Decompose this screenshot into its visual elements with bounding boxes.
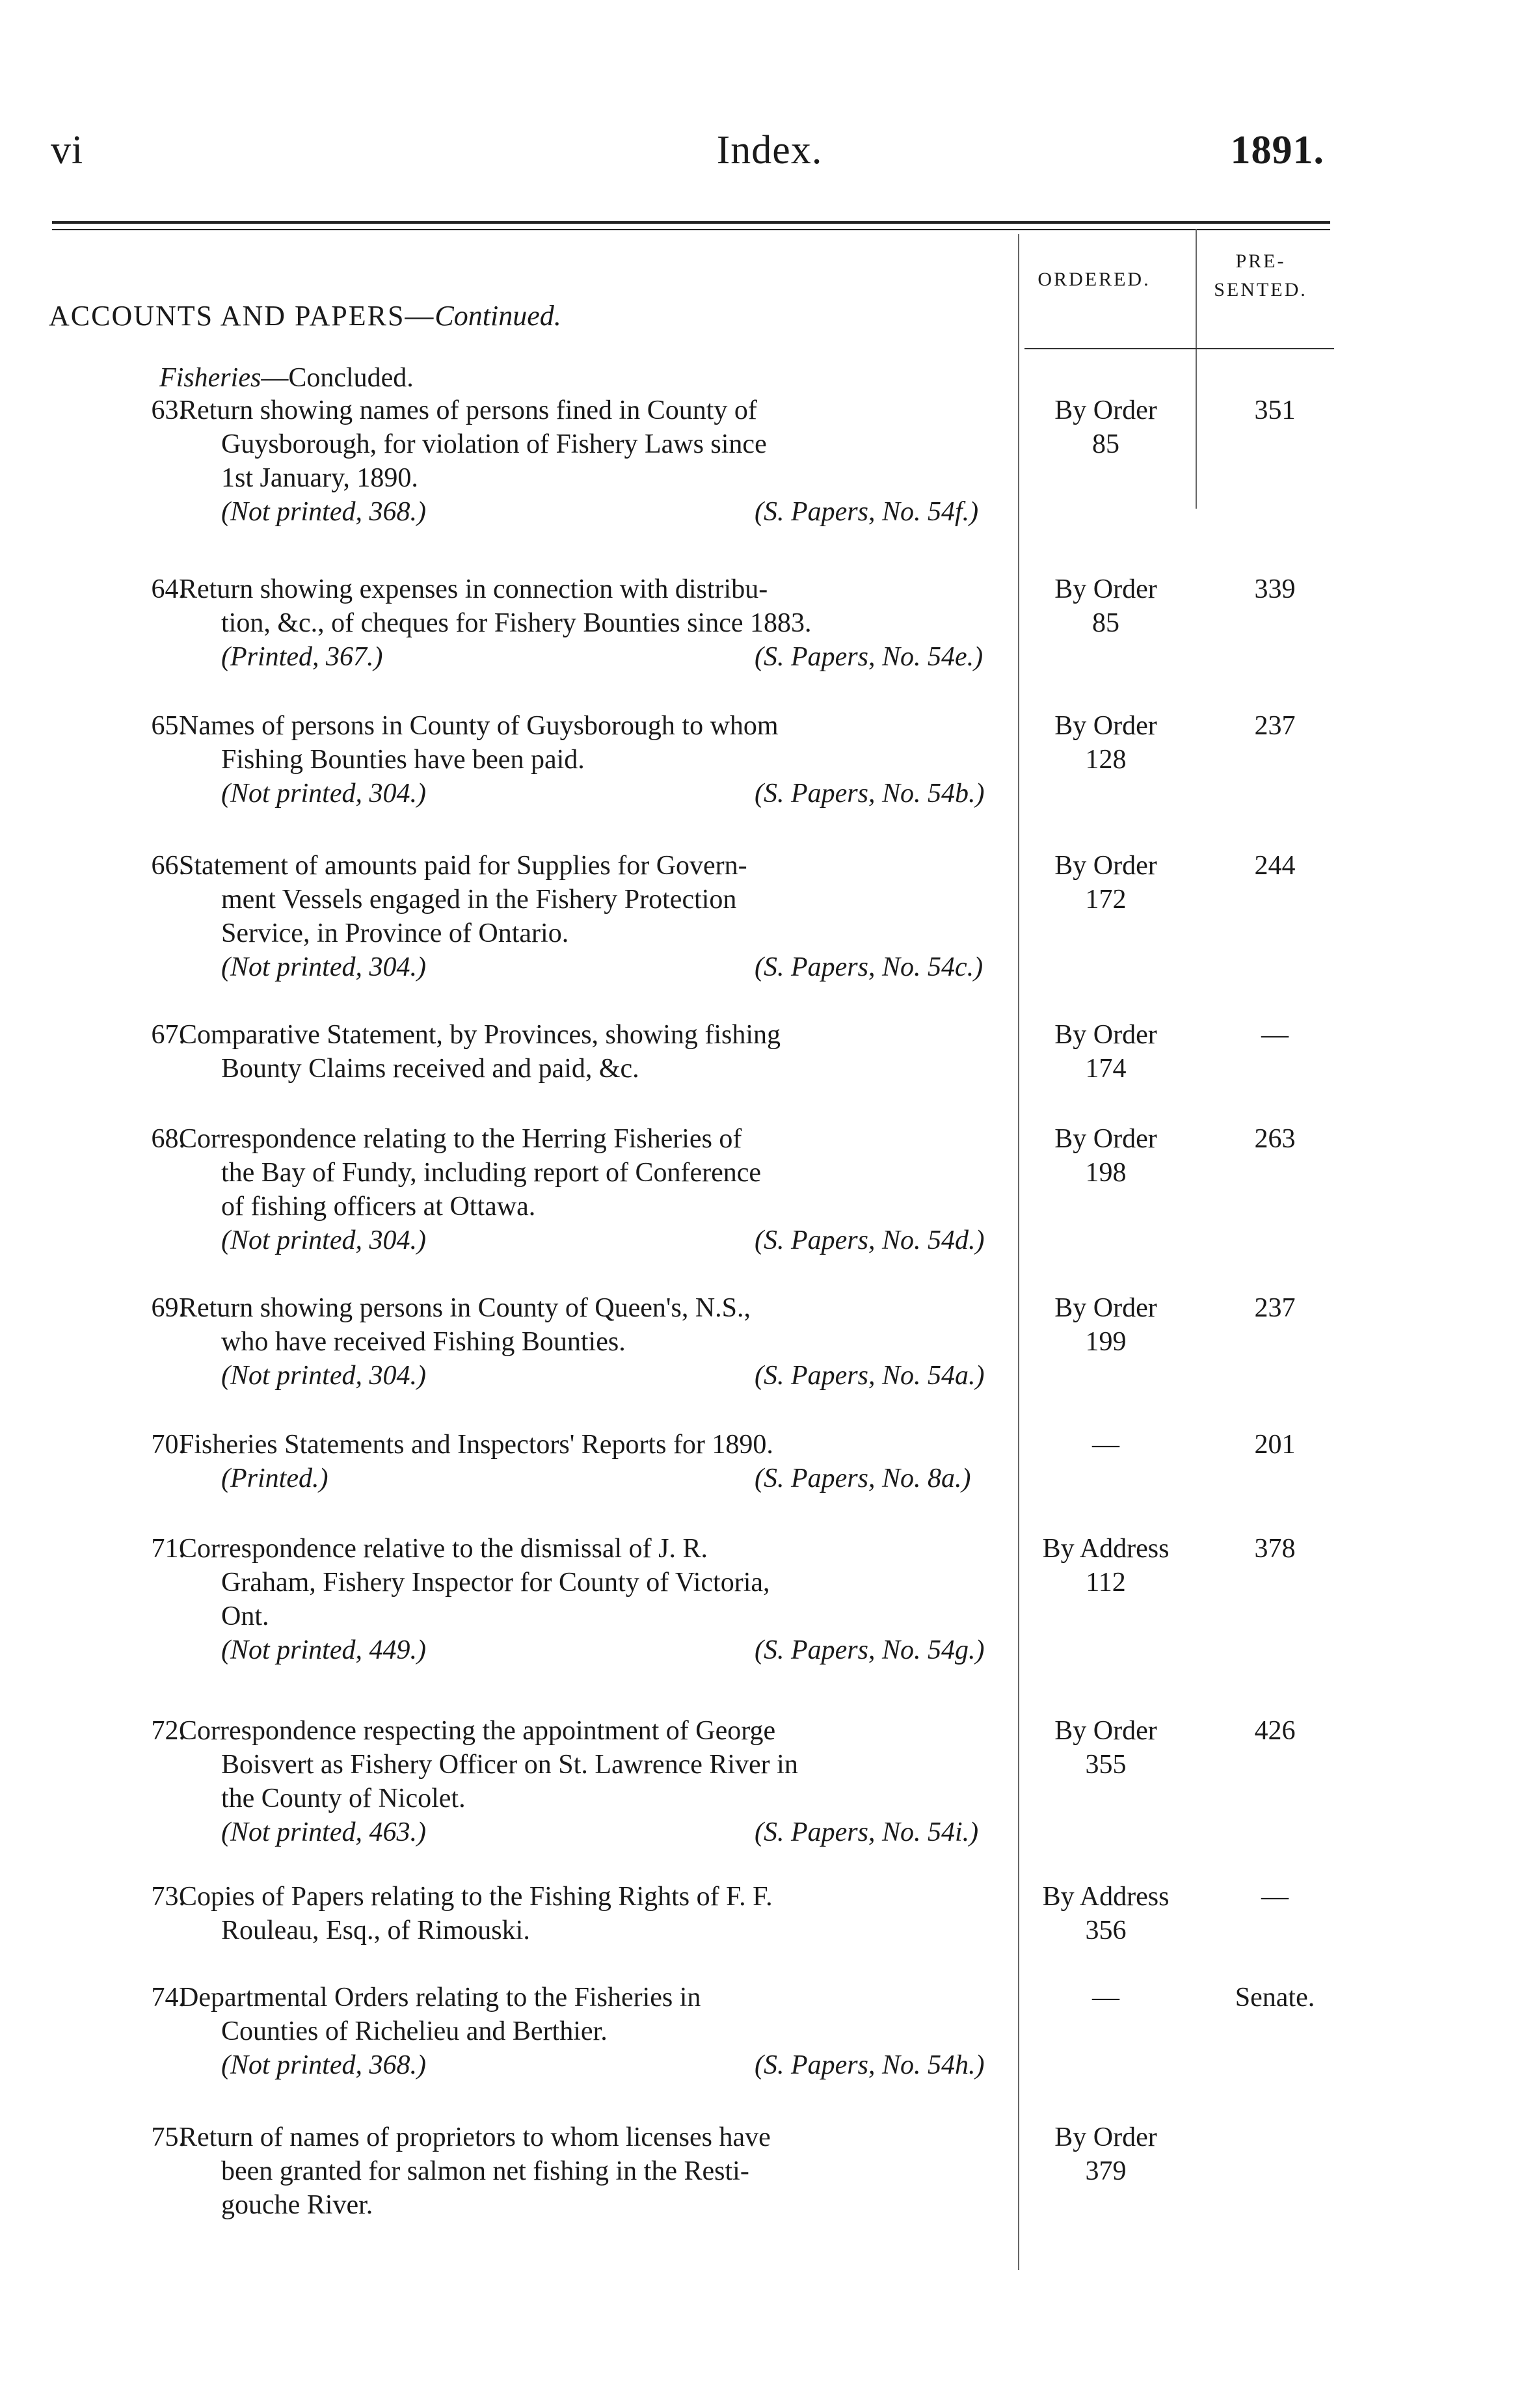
entry-description [179, 2120, 1086, 2222]
presented-cell: 201 [1254, 1430, 1296, 1460]
ordered-cell [1015, 1981, 1197, 2014]
entry-description-line: who have received Fishing Bounties. [221, 1327, 626, 1357]
sessional-paper-ref: (S. Papers, No. 54f.) [755, 497, 979, 527]
entry-description [179, 394, 1086, 495]
presented-cell: 244 [1254, 851, 1296, 881]
ordered-cell [1015, 849, 1197, 916]
section-title-main: ACCOUNTS AND PAPERS— [49, 300, 435, 332]
entry-description-line: Rouleau, Esq., of Rimouski. [221, 1916, 530, 1946]
column-header-presented [1196, 247, 1326, 304]
entry-description [179, 709, 1086, 777]
ordered-number: 355 [1085, 1750, 1127, 1780]
entry-description-line: Return showing names of persons fined in County of [179, 395, 757, 425]
ordered-by: By Order [1054, 395, 1157, 425]
entry-description-line: Bounty Claims received and paid, &c. [221, 1054, 639, 1084]
sessional-paper-ref: (S. Papers, No. 54h.) [755, 2050, 985, 2080]
presented-cell: 351 [1254, 395, 1296, 425]
printed-note: (Not printed, 463.) [221, 1817, 426, 1847]
entry-description-line: Return showing expenses in connection with distribu- [179, 574, 768, 604]
subsection-heading-rest: —Concluded. [261, 363, 414, 393]
header-rule-thick [52, 221, 1330, 224]
ordered-number: 198 [1085, 1158, 1127, 1188]
presented-cell: 339 [1254, 574, 1296, 604]
entry-description [179, 1714, 1086, 1815]
ordered-number: 174 [1085, 1054, 1127, 1084]
ordered-cell [1015, 2120, 1197, 2188]
sessional-paper-ref: (S. Papers, No. 54b.) [755, 779, 985, 809]
ordered-cell [1015, 1428, 1197, 1462]
entry-description-line: ment Vessels engaged in the Fishery Protection [221, 885, 737, 915]
sessional-paper-ref: (S. Papers, No. 54d.) [755, 1225, 985, 1255]
header-rule-thin [52, 229, 1330, 230]
entry-number: 68. [151, 1124, 185, 1154]
entry-number: 67. [151, 1020, 185, 1050]
entry-number: 66. [151, 851, 185, 881]
entry-number: 72. [151, 1716, 185, 1746]
printed-note: (Printed.) [221, 1464, 328, 1493]
ordered-by: By Order [1054, 1124, 1157, 1154]
entry-description [179, 1122, 1086, 1224]
entry-description-line: Statement of amounts paid for Supplies for Govern- [179, 851, 747, 881]
entry-description-line: Names of persons in County of Guysborough to whom [179, 711, 779, 741]
ordered-cell [1015, 1714, 1197, 1782]
entry-description [179, 1428, 1086, 1462]
ordered-by: By Order [1054, 2122, 1157, 2152]
ordered-number: 112 [1086, 1568, 1126, 1598]
ordered-cell [1015, 394, 1197, 461]
entry-number: 65. [151, 711, 185, 741]
entry-description-line: gouche River. [221, 2190, 373, 2220]
printed-note: (Not printed, 368.) [221, 2050, 426, 2080]
ordered-by: By Order [1054, 1293, 1157, 1323]
printed-note: (Printed, 367.) [221, 642, 383, 672]
ordered-number: 128 [1085, 745, 1127, 775]
entry-description-line: Fisheries Statements and Inspectors' Reports for 1890. [179, 1430, 773, 1460]
entry-description-line: the Bay of Fundy, including report of Conference [221, 1158, 762, 1188]
entry-number: 71. [151, 1534, 185, 1564]
ordered-number: 199 [1085, 1327, 1127, 1357]
entry-description [179, 1532, 1086, 1633]
presented-cell: 426 [1254, 1716, 1296, 1746]
section-title-continued: Continued. [435, 300, 561, 332]
column-divider-left [1018, 234, 1019, 2270]
entry-number: 74. [151, 1983, 185, 2013]
sessional-paper-ref: (S. Papers, No. 54c.) [755, 952, 984, 982]
entry-description [179, 572, 1086, 640]
ordered-by: By Address [1042, 1534, 1170, 1564]
entry-description-line: Return of names of proprietors to whom licenses have [179, 2122, 771, 2152]
ordered-by: — [1092, 1430, 1119, 1460]
printed-note: (Not printed, 304.) [221, 1361, 426, 1391]
entry-description-line: Comparative Statement, by Provinces, showing fishing [179, 1020, 781, 1050]
entry-description [179, 1981, 1086, 2048]
entry-description-line: Counties of Richelieu and Berthier. [221, 2016, 608, 2046]
entry-description-line: been granted for salmon net fishing in the Resti- [221, 2156, 749, 2186]
running-title: Index. [716, 128, 823, 172]
entry-description-line: the County of Nicolet. [221, 1784, 466, 1813]
ordered-cell [1015, 1122, 1197, 1190]
presented-cell: — [1261, 1882, 1289, 1912]
subsection-heading-italic: Fisheries [159, 363, 261, 393]
presented-cell: 237 [1254, 1293, 1296, 1323]
sessional-paper-ref: (S. Papers, No. 8a.) [755, 1464, 971, 1493]
printed-note: (Not printed, 449.) [221, 1635, 426, 1665]
entry-number: 63. [151, 395, 185, 425]
ordered-cell [1015, 1532, 1197, 1599]
presented-cell: — [1261, 1020, 1289, 1050]
ordered-by: By Address [1042, 1882, 1170, 1912]
ordered-by: By Order [1054, 851, 1157, 881]
printed-note: (Not printed, 368.) [221, 497, 426, 527]
entry-number: 69. [151, 1293, 185, 1323]
entry-description-line: Fishing Bounties have been paid. [221, 745, 585, 775]
entry-description-line: Boisvert as Fishery Officer on St. Lawrence River in [221, 1750, 798, 1780]
column-header-ordered: ORDERED. [1037, 269, 1151, 290]
ordered-by: By Order [1054, 1020, 1157, 1050]
entry-description [179, 1018, 1086, 1086]
ordered-number: 172 [1085, 885, 1127, 915]
ordered-cell [1015, 1018, 1197, 1086]
presented-cell: Senate. [1235, 1983, 1315, 2013]
entry-number: 64. [151, 574, 185, 604]
sessional-paper-ref: (S. Papers, No. 54g.) [755, 1635, 985, 1665]
column-header-presented-line1: PRE- [1235, 250, 1286, 272]
page-number: vi [51, 128, 84, 172]
ordered-number: 85 [1092, 608, 1119, 638]
ordered-by: — [1092, 1983, 1119, 2013]
column-header-presented-line2: SENTED. [1214, 279, 1307, 301]
ordered-cell [1015, 709, 1197, 777]
entry-description-line: Service, in Province of Ontario. [221, 918, 569, 948]
ordered-by: By Order [1054, 711, 1157, 741]
sessional-paper-ref: (S. Papers, No. 54e.) [755, 642, 984, 672]
presented-cell: 378 [1254, 1534, 1296, 1564]
entry-description-line: tion, &c., of cheques for Fishery Bounties since 1883. [221, 608, 812, 638]
presented-cell: 263 [1254, 1124, 1296, 1154]
ordered-cell [1015, 1880, 1197, 1947]
section-title [49, 299, 561, 332]
entry-description-line: Return showing persons in County of Queen's, N.S., [179, 1293, 751, 1323]
printed-note: (Not printed, 304.) [221, 1225, 426, 1255]
entry-description-line: Guysborough, for violation of Fishery Laws since [221, 429, 767, 459]
entry-number: 73. [151, 1882, 185, 1912]
entry-description [179, 1880, 1086, 1947]
printed-note: (Not printed, 304.) [221, 779, 426, 809]
year: 1891. [1230, 128, 1324, 172]
ordered-by: By Order [1054, 574, 1157, 604]
entry-description-line: Correspondence relating to the Herring Fisheries of [179, 1124, 742, 1154]
printed-note: (Not printed, 304.) [221, 952, 426, 982]
column-header-underline [1024, 348, 1334, 349]
entry-description [179, 849, 1086, 950]
entry-description-line: Correspondence relative to the dismissal of J. R. [179, 1534, 708, 1564]
entry-description-line: Ont. [221, 1601, 269, 1631]
entry-description-line: Graham, Fishery Inspector for County of Victoria, [221, 1568, 770, 1598]
entry-number: 70. [151, 1430, 185, 1460]
ordered-cell [1015, 572, 1197, 640]
entry-description-line: Copies of Papers relating to the Fishing Rights of F. F. [179, 1882, 773, 1912]
ordered-number: 379 [1085, 2156, 1127, 2186]
ordered-number: 85 [1092, 429, 1119, 459]
presented-cell: 237 [1254, 711, 1296, 741]
entry-number: 75. [151, 2122, 185, 2152]
ordered-by: By Order [1054, 1716, 1157, 1746]
entry-description-line: Correspondence respecting the appointment of George [179, 1716, 776, 1746]
entry-description [179, 1291, 1086, 1359]
ordered-number: 356 [1085, 1916, 1127, 1946]
sessional-paper-ref: (S. Papers, No. 54i.) [755, 1817, 979, 1847]
entry-description-line: 1st January, 1890. [221, 463, 418, 493]
ordered-cell [1015, 1291, 1197, 1359]
column-divider-right [1196, 229, 1197, 509]
sessional-paper-ref: (S. Papers, No. 54a.) [755, 1361, 985, 1391]
entry-description-line: of fishing officers at Ottawa. [221, 1192, 536, 1222]
subsection-heading [159, 362, 414, 394]
entry-description-line: Departmental Orders relating to the Fisheries in [179, 1983, 701, 2013]
